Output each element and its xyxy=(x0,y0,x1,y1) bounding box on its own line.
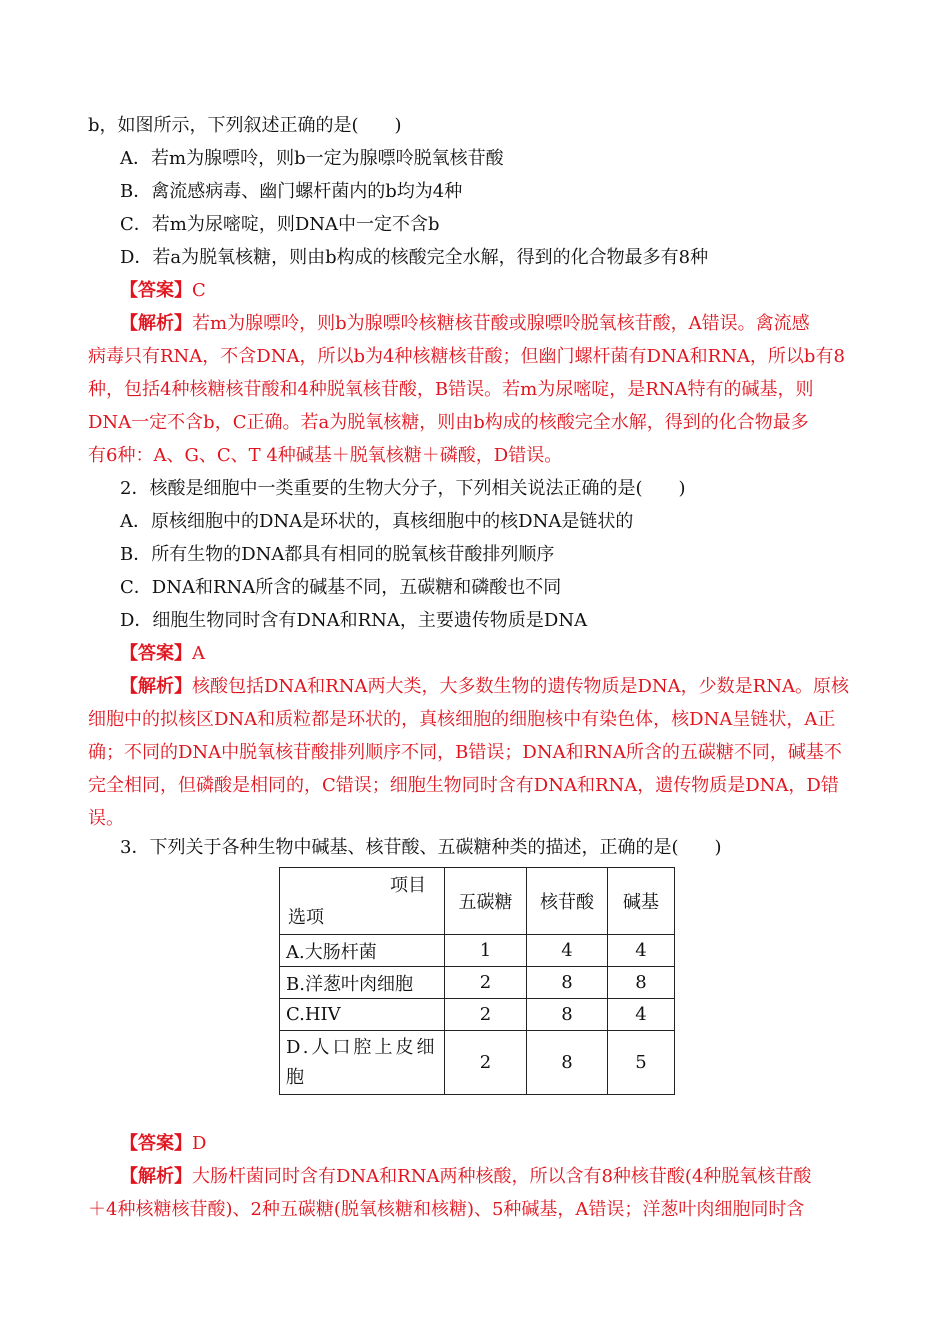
q2-option-d: D．细胞生物同时含有DNA和RNA，主要遗传物质是DNA xyxy=(120,610,588,631)
q3-analysis-line-1 xyxy=(120,1160,811,1193)
table-cell: 4 xyxy=(527,935,608,967)
table-cell: 2 xyxy=(445,999,527,1031)
answer-value: A xyxy=(192,643,205,664)
q3-options-table xyxy=(279,867,675,1095)
q1-option-b: B．禽流感病毒、幽门螺杆菌内的b均为4种 xyxy=(120,181,463,202)
table-cell: 8 xyxy=(608,967,675,999)
table-row xyxy=(280,935,675,967)
answer-tag: 【答案】 xyxy=(120,1133,192,1154)
q2-analysis-line-3: 确；不同的DNA中脱氧核苷酸排列顺序不同，B错误；DNA和RNA所含的五碳糖不同，碱基不 xyxy=(88,742,842,763)
q1-stem-tail: b，如图所示，下列叙述正确的是( ) xyxy=(88,115,402,136)
table-cell: 2 xyxy=(445,967,527,999)
table-cell: 5 xyxy=(608,1031,675,1095)
q3-stem: 3．下列关于各种生物中碱基、核苷酸、五碳糖种类的描述，正确的是( ) xyxy=(120,837,722,858)
corner-bottom-label: 选项 xyxy=(288,907,324,928)
answer-value: D xyxy=(192,1133,207,1154)
q2-option-a: A．原核细胞中的DNA是环状的，真核细胞中的核DNA是链状的 xyxy=(120,511,634,532)
q2-analysis-line-4: 完全相同，但磷酸是相同的，C错误；细胞生物同时含有DNA和RNA，遗传物质是DNA，D错 xyxy=(88,775,839,796)
q1-analysis-line-1 xyxy=(120,307,810,340)
q2-stem: 2．核酸是细胞中一类重要的生物大分子，下列相关说法正确的是( ) xyxy=(120,478,686,499)
analysis-tag: 【解析】 xyxy=(120,1166,192,1187)
q1-option-c: C．若m为尿嘧啶，则DNA中一定不含b xyxy=(120,214,440,235)
table-cell: 8 xyxy=(527,999,608,1031)
q2-analysis-line-5: 误。 xyxy=(88,808,124,829)
q2-option-c: C．DNA和RNA所含的碱基不同，五碳糖和磷酸也不同 xyxy=(120,577,562,598)
table-cell: 1 xyxy=(445,935,527,967)
answer-tag: 【答案】 xyxy=(120,280,192,301)
q1-analysis-line-3: 种，包括4种核糖核苷酸和4种脱氧核苷酸，B错误。若m为尿嘧啶，是RNA特有的碱基，则 xyxy=(88,379,814,400)
answer-tag: 【答案】 xyxy=(120,643,192,664)
header-cell: 五碳糖 xyxy=(445,868,527,935)
row-label: A.大肠杆菌 xyxy=(280,935,445,967)
header-cell: 核苷酸 xyxy=(527,868,608,935)
table-cell: 4 xyxy=(608,999,675,1031)
row-label: B.洋葱叶肉细胞 xyxy=(280,967,445,999)
row-label-line-2: 胞 xyxy=(286,1066,304,1088)
table-row xyxy=(280,999,675,1031)
q1-option-a: A．若m为腺嘌呤，则b一定为腺嘌呤脱氧核苷酸 xyxy=(120,148,504,169)
q1-analysis-line-5: 有6种：A、G、C、T 4种碱基＋脱氧核糖＋磷酸，D错误。 xyxy=(88,445,563,466)
q1-analysis-line-2: 病毒只有RNA，不含DNA，所以b为4种核糖核苷酸；但幽门螺杆菌有DNA和RNA，所以b有8 xyxy=(88,346,845,367)
row-label: C.HIV xyxy=(280,999,445,1031)
table-cell: 8 xyxy=(527,967,608,999)
header-cell: 碱基 xyxy=(608,868,675,935)
table-row xyxy=(280,1031,675,1095)
q1-answer xyxy=(120,274,206,307)
analysis-tag: 【解析】 xyxy=(120,313,192,334)
q2-analysis-line-1 xyxy=(120,670,849,703)
q1-analysis-line-4: DNA一定不含b，C正确。若a为脱氧核糖，则由b构成的核酸完全水解，得到的化合物最多 xyxy=(88,412,809,433)
row-label-line-1: D.人口腔上皮细 xyxy=(286,1036,438,1058)
table-cell: 4 xyxy=(608,935,675,967)
table-row xyxy=(280,967,675,999)
q3-answer xyxy=(120,1127,206,1160)
q2-analysis-line-2: 细胞中的拟核区DNA和质粒都是环状的，真核细胞的细胞核中有染色体，核DNA呈链状，A正 xyxy=(88,709,836,730)
q2-answer xyxy=(120,637,205,670)
row-label xyxy=(280,1031,445,1095)
analysis-text: 若m为腺嘌呤，则b为腺嘌呤核糖核苷酸或腺嘌呤脱氧核苷酸，A错误。禽流感 xyxy=(192,313,810,334)
corner-top-label: 项目 xyxy=(390,875,426,896)
q3-analysis-line-2: ＋4种核糖核苷酸)、2种五碳糖(脱氧核糖和核糖)、5种碱基，A错误；洋葱叶肉细胞同时含 xyxy=(88,1199,805,1220)
analysis-text: 大肠杆菌同时含有DNA和RNA两种核酸，所以含有8种核苷酸(4种脱氧核苷酸 xyxy=(192,1166,812,1187)
analysis-text: 核酸包括DNA和RNA两大类，大多数生物的遗传物质是DNA，少数是RNA。原核 xyxy=(192,676,849,697)
table-corner-cell xyxy=(280,868,445,935)
q2-option-b: B．所有生物的DNA都具有相同的脱氧核苷酸排列顺序 xyxy=(120,544,555,565)
analysis-tag: 【解析】 xyxy=(120,676,192,697)
q1-option-d: D．若a为脱氧核糖，则由b构成的核酸完全水解，得到的化合物最多有8种 xyxy=(120,247,709,268)
table-cell: 2 xyxy=(445,1031,527,1095)
table-header-row xyxy=(280,868,675,935)
answer-value: C xyxy=(192,280,206,301)
table-cell: 8 xyxy=(527,1031,608,1095)
